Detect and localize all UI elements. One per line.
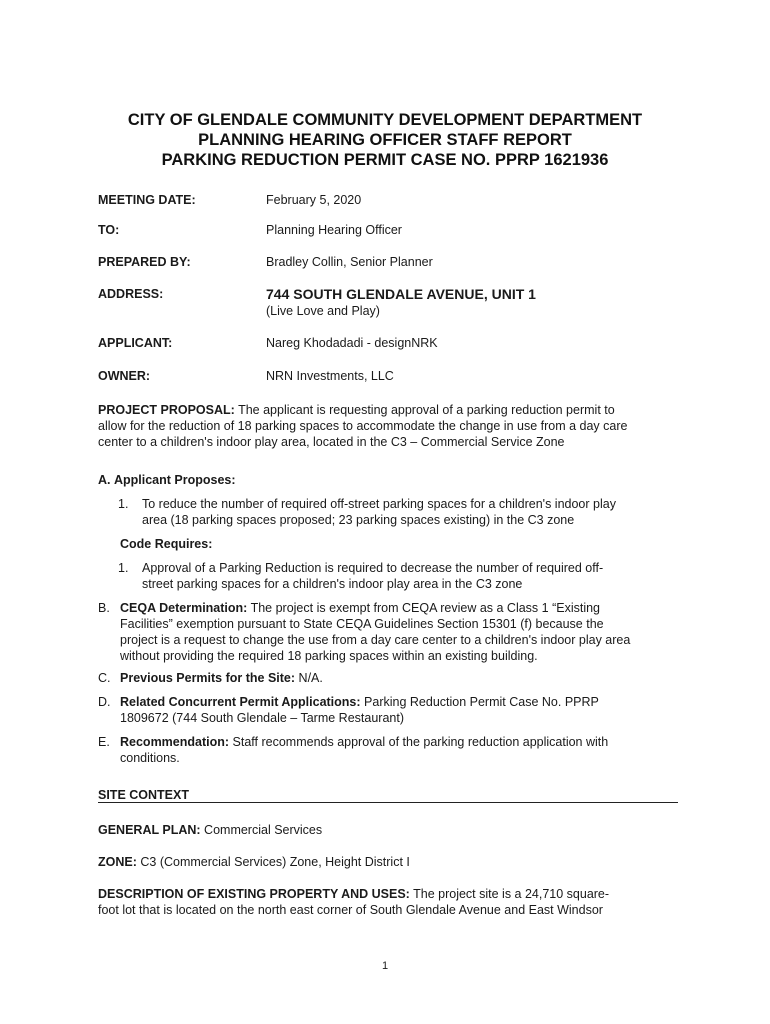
to-label: TO: — [98, 223, 120, 237]
zone: ZONE: C3 (Commercial Services) Zone, Height District I — [98, 855, 410, 869]
related-permits: Related Concurrent Permit Applications: Parking Reduction Permit Case No. PPRP 1809672 (744 South Glendale – Tarme Restaurant) — [120, 695, 599, 725]
section-letter: D. — [98, 695, 111, 709]
owner-value: NRN Investments, LLC — [266, 369, 394, 383]
address-subtitle: (Live Love and Play) — [266, 304, 380, 318]
project-proposal-line: The applicant is requesting approval of a parking reduction permit to — [238, 403, 615, 417]
section-letter: C. — [98, 671, 111, 685]
department-title: CITY OF GLENDALE COMMUNITY DEVELOPMENT DEPARTMENT — [127, 111, 643, 129]
section-letter: E. — [98, 735, 110, 749]
list-number: 1. — [118, 497, 129, 511]
address-value: 744 SOUTH GLENDALE AVENUE, UNIT 1 — [266, 286, 536, 302]
section-divider — [98, 802, 678, 803]
to-value: Planning Hearing Officer — [266, 223, 402, 237]
section-title: Applicant Proposes: — [113, 473, 236, 487]
section-a-heading — [98, 472, 236, 488]
section-title: CEQA Determination: — [120, 601, 248, 615]
project-proposal-line: center to a children's indoor play area, located in the C3 – Commercial Service Zone — [98, 435, 565, 449]
recommendation: Recommendation: Staff recommends approval of the parking reduction application with conditions. — [120, 735, 609, 765]
section-title: Related Concurrent Permit Applications: — [120, 695, 361, 709]
section-title: Previous Permits for the Site: — [120, 671, 296, 685]
address-label: ADDRESS: — [98, 287, 164, 301]
prepared-by-value: Bradley Collin, Senior Planner — [266, 255, 433, 269]
project-proposal-line: allow for the reduction of 18 parking spaces to accommodate the change in use from a day care — [98, 419, 628, 433]
meeting-date-value: February 5, 2020 — [266, 193, 362, 207]
site-context-heading: SITE CONTEXT — [98, 788, 189, 802]
code-requires-heading: Code Requires: — [120, 537, 213, 551]
applicant-value: Nareg Khodadadi - designNRK — [266, 336, 438, 350]
meeting-date-label: MEETING DATE: — [98, 193, 196, 207]
prepared-by-label: PREPARED BY: — [98, 255, 191, 269]
case-title: PARKING REDUCTION PERMIT CASE NO. PPRP 1621936 — [161, 151, 609, 169]
section-letter: A. — [98, 473, 111, 487]
property-description: DESCRIPTION OF EXISTING PROPERTY AND USES: The project site is a 24,710 square- foot lot that is located on the north east corner of South Glendale Avenue and East Windsor — [98, 887, 610, 917]
ceqa-determination: CEQA Determination: The project is exempt from CEQA review as a Class 1 “Existing Facilities” exemption pursuant to State CEQA Guidelines Section 15301 (f) because the project is a request to change the use from a day care center to a children's indoor play area without providing the required 18 parking spaces within an existing building. — [120, 601, 631, 663]
report-title: PLANNING HEARING OFFICER STAFF REPORT — [198, 131, 572, 149]
section-title: Recommendation: — [120, 735, 230, 749]
list-number: 1. — [118, 561, 129, 575]
page-number: 1 — [381, 960, 389, 972]
owner-label: OWNER: — [98, 369, 151, 383]
applicant-label: APPLICANT: — [98, 336, 173, 350]
list-item-text: To reduce the number of required off-street parking spaces for a children's indoor play area (18 parking spaces proposed; 23 parking spaces existing) in the C3 zone — [142, 497, 616, 527]
section-letter: B. — [98, 601, 110, 615]
project-proposal — [98, 402, 678, 450]
list-item-text: Approval of a Parking Reduction is required to decrease the number of required off- street parking spaces for a children's indoor play area in the C3 zone — [142, 561, 604, 591]
project-proposal-label: PROJECT PROPOSAL: — [98, 403, 235, 417]
previous-permits: Previous Permits for the Site: N/A. — [120, 671, 323, 685]
general-plan: GENERAL PLAN: Commercial Services — [98, 823, 323, 837]
